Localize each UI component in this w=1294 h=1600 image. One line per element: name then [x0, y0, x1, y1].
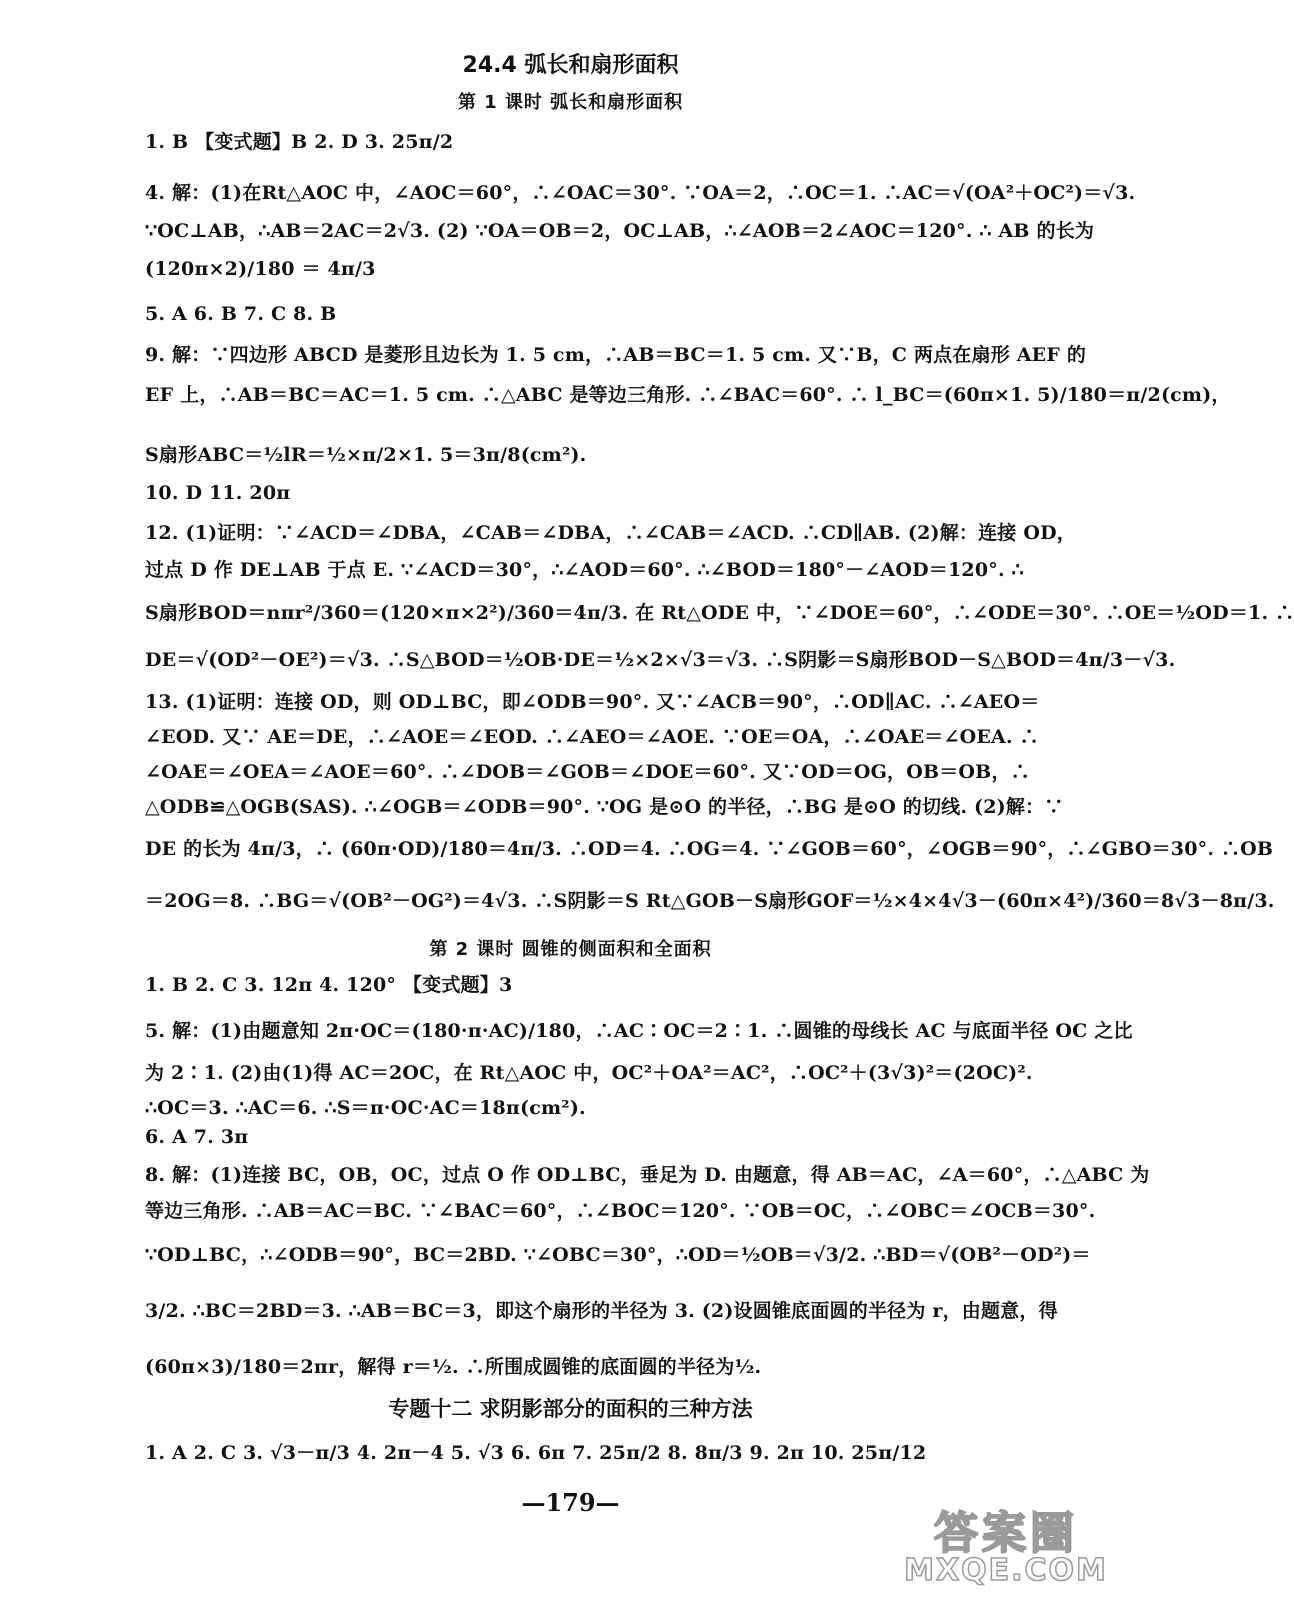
watermark-logo-text: 答案圈	[934, 1508, 1078, 1559]
lesson2-line-6: 等边三角形. ∴AB＝AC＝BC. ∵∠BAC＝60°，∴∠BOC＝120°. ∵OB＝OC，∴∠OBC＝∠OCB＝30°.	[145, 1200, 1096, 1222]
lesson1-line-16: △ODB≌△OGB(SAS). ∴∠OGB＝∠ODB＝90°. ∵OG 是⊙O 的半径，∴BG 是⊙O 的切线. (2)解：∵	[145, 796, 1064, 818]
lesson1-line-0: 1. B 【变式题】B 2. D 3. 25π/2	[145, 131, 454, 153]
lesson1-line-1: 4. 解：(1)在Rt△AOC 中，∠AOC＝60°，∴∠OAC＝30°. ∵OA＝2，∴OC＝1. ∴AC＝√(OA²＋OC²)＝√3.	[145, 182, 1136, 204]
lesson1-line-12: DE＝√(OD²－OE²)＝√3. ∴S△BOD＝½OB·DE＝½×2×√3＝√3. ∴S阴影＝S扇形BOD－S△BOD＝4π/3－√3.	[145, 649, 1176, 671]
lesson2-title: 第 2 课时 圆锥的侧面积和全面积	[429, 939, 712, 960]
lesson1-line-9: 12. (1)证明：∵∠ACD＝∠DBA，∠CAB＝∠DBA，∴∠CAB＝∠ACD. ∴CD∥AB. (2)解：连接 OD，	[145, 522, 1076, 544]
topic-line-0: 1. A 2. C 3. √3－π/3 4. 2π－4 5. √3 6. 6π 7. 25π/2 8. 8π/3 9. 2π 10. 25π/12	[145, 1442, 927, 1464]
lesson2-line-1: 5. 解：(1)由题意知 2π·OC＝(180·π·AC)/180，∴AC∶OC＝2∶1. ∴圆锥的母线长 AC 与底面半径 OC 之比	[145, 1020, 1133, 1042]
lesson1-line-10: 过点 D 作 DE⊥AB 于点 E. ∵∠ACD＝30°，∴∠AOD＝60°. ∴∠BOD＝180°－∠AOD＝120°. ∴	[145, 559, 1024, 581]
section-title: 24.4 弧长和扇形面积	[462, 53, 679, 78]
lesson2-line-3: ∴OC＝3. ∴AC＝6. ∴S＝π·OC·AC＝18π(cm²).	[145, 1097, 586, 1119]
lesson1-line-14: ∠EOD. 又∵ AE＝DE，∴∠AOE＝∠EOD. ∴∠AEO＝∠AOE. ∵OE＝OA，∴∠OAE＝∠OEA. ∴	[145, 726, 1039, 748]
lesson1-line-8: 10. D 11. 20π	[145, 482, 291, 504]
lesson2-line-0: 1. B 2. C 3. 12π 4. 120° 【变式题】3	[145, 974, 513, 996]
lesson2-line-4: 6. A 7. 3π	[145, 1126, 249, 1148]
watermark-url: MXQE.COM	[904, 1553, 1108, 1588]
lesson2-line-7: ∵OD⊥BC，∴∠ODB＝90°，BC＝2BD. ∵∠OBC＝30°，∴OD＝½OB＝√3/2. ∴BD＝√(OB²－OD²)＝	[145, 1244, 1091, 1266]
site-watermark	[891, 1497, 1121, 1592]
lesson1-line-2: ∵OC⊥AB，∴AB＝2AC＝2√3. (2) ∵OA＝OB＝2，OC⊥AB，∴∠AOB＝2∠AOC＝120°. ∴ AB 的长为	[145, 220, 1095, 242]
lesson1-line-18: ＝2OG＝8. ∴BG＝√(OB²－OG²)＝4√3. ∴S阴影＝S Rt△GOB－S扇形GOF＝½×4×4√3－(60π×4²)/360＝8√3－8π/3.	[145, 890, 1275, 912]
lesson2-line-9: (60π×3)/180＝2πr，解得 r＝½. ∴所围成圆锥的底面圆的半径为½.	[145, 1356, 762, 1378]
lesson1-line-7: S扇形ABC＝½lR＝½×π/2×1. 5＝3π/8(cm²).	[145, 444, 587, 466]
lesson1-line-4: 5. A 6. B 7. C 8. B	[145, 303, 337, 325]
lesson1-line-3: (120π×2)/180 ＝ 4π/3	[145, 258, 376, 280]
lesson1-line-6: EF 上，∴AB＝BC＝AC＝1. 5 cm. ∴△ABC 是等边三角形. ∴∠BAC＝60°. ∴ l_BC＝(60π×1. 5)/180＝π/2(cm)，	[145, 384, 1231, 406]
topic-title: 专题十二 求阴影部分的面积的三种方法	[388, 1397, 753, 1421]
lesson1-title: 第 1 课时 弧长和扇形面积	[457, 92, 684, 113]
lesson1-line-11: S扇形BOD＝nπr²/360＝(120×π×2²)/360＝4π/3. 在 Rt△ODE 中，∵∠DOE＝60°，∴∠ODE＝30°. ∴OE＝½OD＝1. ∴	[145, 602, 1294, 624]
lesson1-line-13: 13. (1)证明：连接 OD，则 OD⊥BC，即∠ODB＝90°. 又∵∠ACB＝90°，∴OD∥AC. ∴∠AEO＝	[145, 691, 1040, 713]
lesson1-line-15: ∠OAE＝∠OEA＝∠AOE＝60°. ∴∠DOB＝∠GOB＝∠DOE＝60°. 又∵OD＝OG，OB＝OB，∴	[145, 761, 1030, 783]
lesson1-line-17: DE 的长为 4π/3，∴ (60π·OD)/180＝4π/3. ∴OD＝4. ∴OG＝4. ∵∠GOB＝60°，∠OGB＝90°，∴∠GBO＝30°. ∴OB	[145, 838, 1274, 860]
lesson2-line-2: 为 2∶1. (2)由(1)得 AC＝2OC，在 Rt△AOC 中，OC²＋OA²＝AC²，∴OC²＋(3√3)²＝(2OC)².	[145, 1062, 1033, 1084]
lesson2-line-5: 8. 解：(1)连接 BC，OB，OC，过点 O 作 OD⊥BC，垂足为 D. 由题意，得 AB＝AC，∠A＝60°，∴△ABC 为	[145, 1164, 1150, 1186]
page-number: —179—	[521, 1488, 620, 1517]
lesson1-line-5: 9. 解：∵四边形 ABCD 是菱形且边长为 1. 5 cm，∴AB＝BC＝1. 5 cm. 又∵B，C 两点在扇形 AEF 的	[145, 344, 1087, 366]
lesson2-line-8: 3/2. ∴BC＝2BD＝3. ∴AB＝BC＝3，即这个扇形的半径为 3. (2)设圆锥底面圆的半径为 r，由题意，得	[145, 1300, 1058, 1322]
